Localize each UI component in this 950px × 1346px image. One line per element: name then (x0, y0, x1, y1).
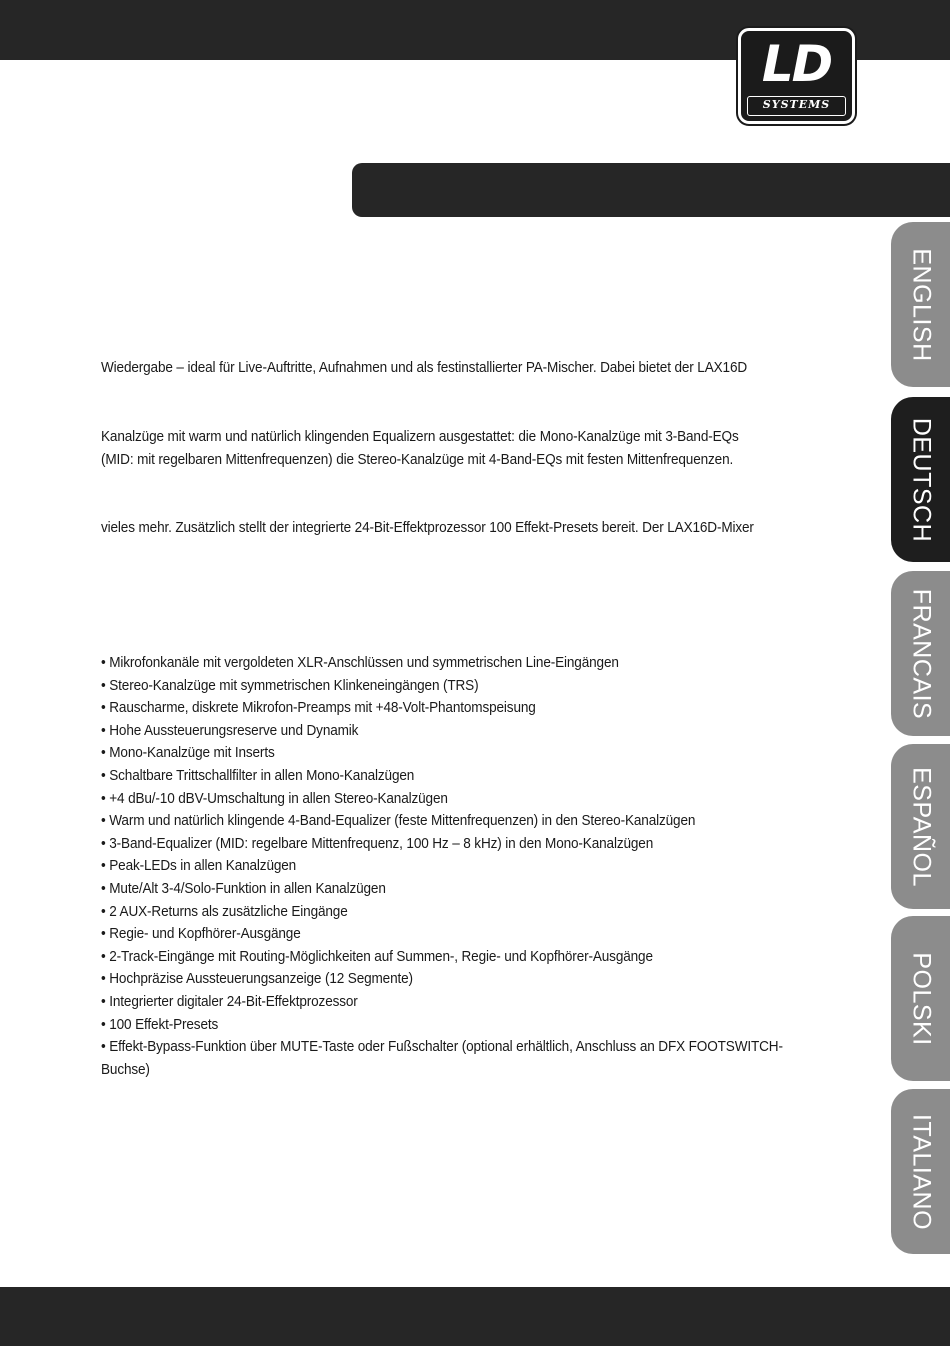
paragraph-line: Kanalzüge mit warm und natürlich klingenden Equalizern ausgestattet: die Mono-Kanalzüge mit 3-Band-EQs (101, 429, 739, 445)
paragraph-line: vieles mehr. Zusätzlich stellt der integrierte 24-Bit-Effektprozessor 100 Effekt-Presets bereit. Der LAX16D-Mixer (101, 520, 754, 536)
logo-systems-text: SYSTEMS (747, 96, 846, 116)
list-item: Buchse) (101, 1061, 150, 1078)
list-item: • Integrierter digitaler 24-Bit-Effektprozessor (101, 993, 358, 1010)
list-item: • Mono-Kanalzüge mit Inserts (101, 745, 275, 762)
list-item: • Mikrofonkanäle mit vergoldeten XLR-Anschlüssen und symmetrischen Line-Eingängen (101, 655, 619, 671)
list-item: • Regie- und Kopfhörer-Ausgänge (101, 926, 301, 943)
list-item: • 3-Band-Equalizer (MID: regelbare Mittenfrequenz, 100 Hz – 8 kHz) in den Mono-Kanalzügen (101, 835, 654, 852)
tab-italiano[interactable] (891, 1089, 950, 1254)
tab-english[interactable] (891, 222, 950, 387)
list-item: • Stereo-Kanalzüge mit symmetrischen Klinkeneingängen (TRS) (101, 677, 479, 694)
tab-label: ITALIANO (907, 1113, 935, 1230)
tab-label: POLSKI (907, 951, 935, 1046)
section-title-bar (352, 163, 950, 217)
tab-francais[interactable] (891, 571, 950, 736)
list-item: • Warm und natürlich klingende 4-Band-Equalizer (feste Mittenfrequenzen) in den Stereo-Kanalzügen (101, 813, 696, 830)
paragraph-eq (101, 426, 808, 472)
logo-ld-text: LD (761, 35, 832, 93)
paragraph-line: Wiedergabe – ideal für Live-Auftritte, Aufnahmen und als festinstallierter PA-Mischer. Dabei bietet der LAX16D (101, 360, 748, 376)
list-item: • Hochpräzise Aussteuerungsanzeige (12 Segmente) (101, 971, 413, 988)
tab-espanol[interactable] (891, 744, 950, 909)
tab-label: ESPAÑOL (907, 766, 935, 887)
list-item: • +4 dBu/-10 dBV-Umschaltung in allen Stereo-Kanalzügen (101, 790, 448, 807)
paragraph-intro (101, 357, 808, 380)
tab-label: ENGLISH (907, 247, 935, 362)
tab-deutsch[interactable] (891, 397, 950, 562)
list-item: • Peak-LEDs in allen Kanalzügen (101, 858, 297, 875)
tab-polski[interactable] (891, 916, 950, 1081)
tab-label: FRANCAIS (907, 588, 935, 719)
ld-systems-logo (738, 28, 855, 124)
list-item: • Schaltbare Trittschallfilter in allen Mono-Kanalzügen (101, 767, 415, 784)
list-item: • 100 Effekt-Presets (101, 1016, 219, 1033)
list-item: • Effekt-Bypass-Funktion über MUTE-Taste oder Fußschalter (optional erhältlich, Anschluss an DFX FOOTSWITCH- (101, 1039, 783, 1056)
tab-label: DEUTSCH (907, 417, 935, 542)
list-item: • Rauscharme, diskrete Mikrofon-Preamps mit +48-Volt-Phantomspeisung (101, 700, 536, 717)
paragraph-effects (101, 517, 808, 540)
list-item: • Hohe Aussteuerungsreserve und Dynamik (101, 722, 359, 739)
list-item: • 2 AUX-Returns als zusätzliche Eingänge (101, 903, 348, 920)
list-item: • Mute/Alt 3-4/Solo-Funktion in allen Kanalzügen (101, 880, 386, 897)
paragraph-line: (MID: mit regelbaren Mittenfrequenzen) die Stereo-Kanalzüge mit 4-Band-EQs mit festen Mittenfrequenzen. (101, 452, 734, 468)
footer-bar (0, 1287, 950, 1346)
feature-list (101, 652, 845, 1081)
list-item: • 2-Track-Eingänge mit Routing-Möglichkeiten auf Summen-, Regie- und Kopfhörer-Ausgänge (101, 948, 653, 965)
